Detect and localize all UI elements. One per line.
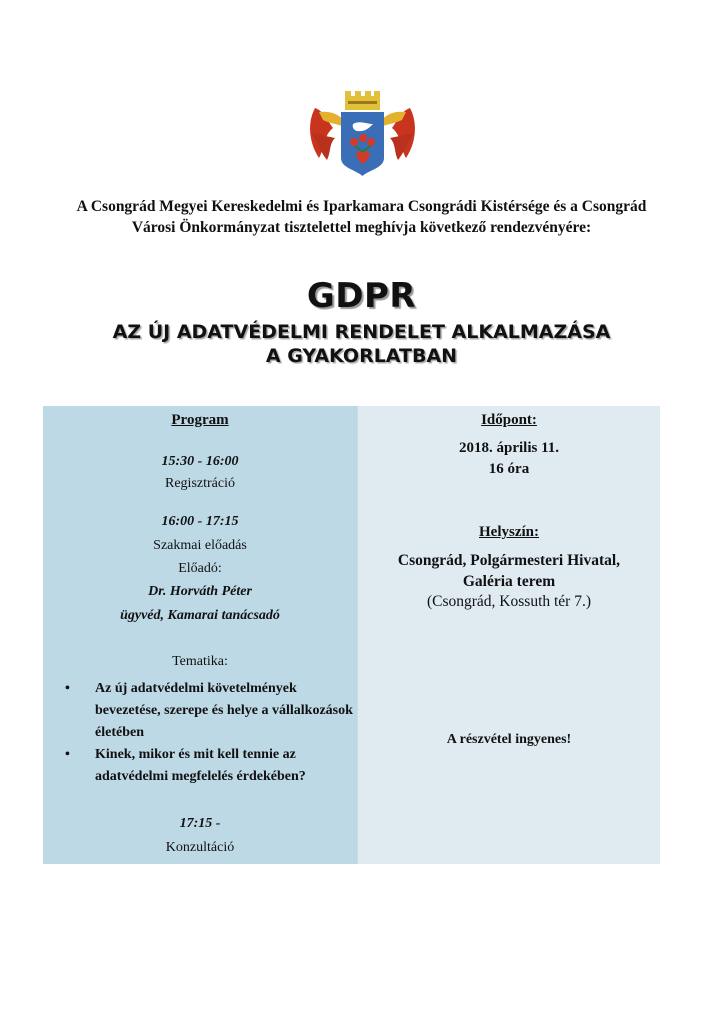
topic-item bbox=[65, 678, 357, 744]
topics-label: Tematika: bbox=[172, 654, 228, 669]
subtitle-line-2: A GYAKORLATBAN bbox=[265, 345, 458, 367]
date-heading: Időpont: bbox=[481, 412, 537, 428]
slot-2-label: Szakmai előadás bbox=[153, 538, 247, 553]
venue-heading: Helyszín: bbox=[479, 524, 539, 540]
speaker-title: ügyvéd, Kamarai tanácsadó bbox=[120, 608, 280, 623]
event-title: GDPR bbox=[306, 276, 417, 316]
subtitle-line-1: AZ ÚJ ADATVÉDELMI RENDELET ALKALMAZÁSA bbox=[112, 321, 611, 343]
intro-line-2: Városi Önkormányzat tisztelettel meghívja következő rendezvényére: bbox=[131, 219, 592, 236]
venue-line-2: Galéria terem bbox=[462, 573, 556, 590]
slot-3-time: 17:15 - bbox=[179, 816, 221, 831]
event-time: 16 óra bbox=[488, 461, 530, 477]
free-admission-note: A részvétel ingyenes! bbox=[446, 732, 572, 747]
topic-text: Kinek, mikor és mit kell tennie az adatvédelmi megfelelés érdekében? bbox=[95, 747, 306, 784]
slot-1-time: 15:30 - 16:00 bbox=[161, 454, 239, 469]
topics-list bbox=[43, 678, 357, 788]
program-column bbox=[43, 406, 357, 864]
event-date: 2018. április 11. bbox=[458, 440, 559, 456]
venue-line-1: Csongrád, Polgármesteri Hivatal, bbox=[397, 552, 621, 569]
bullet-icon: • bbox=[65, 681, 70, 696]
slot-1-label: Regisztráció bbox=[165, 476, 235, 491]
details-column bbox=[357, 406, 660, 864]
speaker-name: Dr. Horváth Péter bbox=[148, 584, 252, 599]
coat-of-arms-icon bbox=[305, 88, 420, 180]
event-subtitle bbox=[0, 320, 723, 368]
topic-text: Az új adatvédelmi követelmények bevezetése, szerepe és helye a vállalkozások életében bbox=[95, 681, 353, 740]
speaker-label: Előadó: bbox=[178, 561, 222, 576]
slot-2-time: 16:00 - 17:15 bbox=[161, 514, 239, 529]
bullet-icon: • bbox=[65, 747, 70, 762]
invitation-text bbox=[30, 196, 693, 238]
event-info-table bbox=[43, 406, 660, 864]
program-heading: Program bbox=[171, 412, 229, 428]
intro-line-1: A Csongrád Megyei Kereskedelmi és Iparkamara Csongrádi Kistérsége és a Csongrád bbox=[76, 198, 647, 215]
venue-address: (Csongrád, Kossuth tér 7.) bbox=[426, 593, 592, 610]
topic-item bbox=[65, 744, 357, 788]
slot-3-label: Konzultáció bbox=[165, 840, 235, 855]
